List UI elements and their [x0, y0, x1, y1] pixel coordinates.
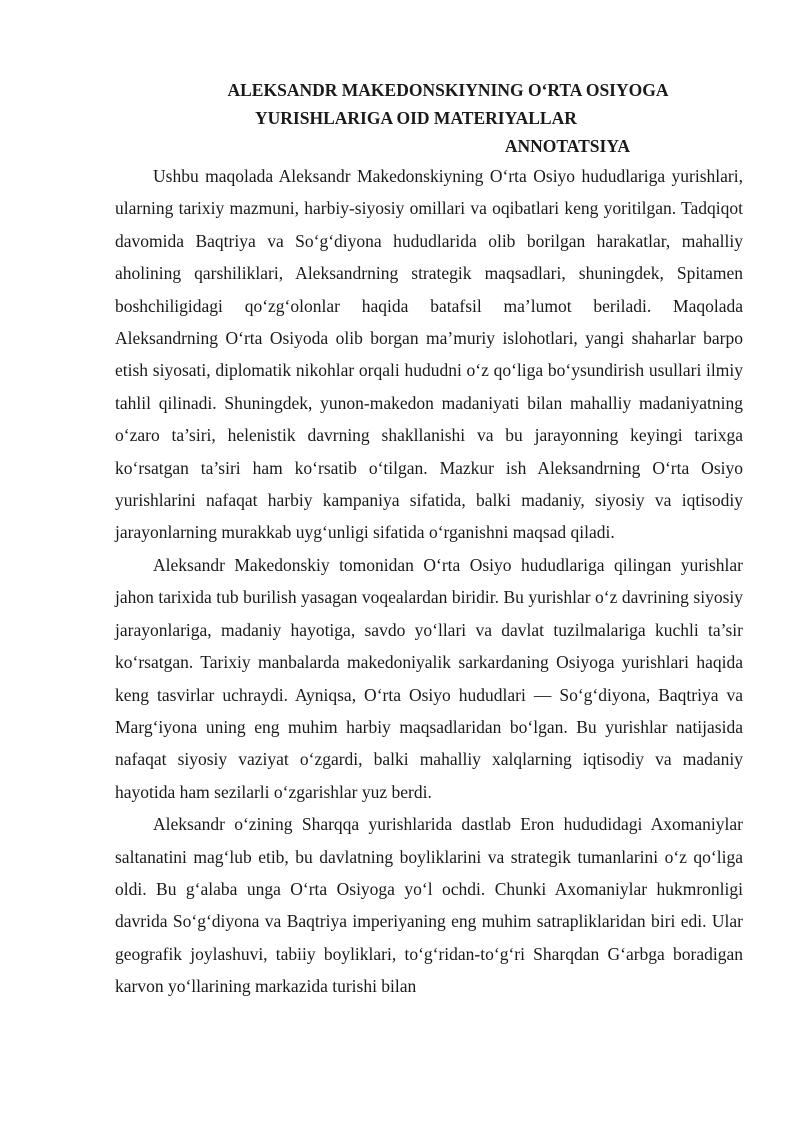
document-page — [115, 76, 743, 1003]
document-title-line-1: ALEKSANDR MAKEDONSKIYNING O‘RTA OSIYOGA — [227, 80, 669, 100]
section-heading-annotation: ANNOTATSIYA — [504, 136, 630, 156]
paragraph-persian-campaign: Aleksandr o‘zining Sharqqa yurishlarida dastlab Eron hududidagi Axomaniylar saltanatini mag‘lub etib, bu davlatning boyliklarini va strategik tumanlarini o‘z qo‘liga oldi. Bu g‘alaba unga O‘rta Osiyoga yo‘l ochdi. Chunki Axomaniylar hukmronligi davrida So‘g‘diyona va Baqtriya imperiyaning eng muhim satrapliklaridan biri edi. Ular geografik joylashuvi, tabiiy boyliklari, to‘g‘ridan-to‘g‘ri Sharqdan G‘arbga boradigan karvon yo‘llarining markazida turishi bilan — [115, 814, 743, 997]
paragraph-annotation: Ushbu maqolada Aleksandr Makedonskiyning O‘rta Osiyo hududlariga yurishlari, ularning tarixiy mazmuni, harbiy-siyosiy omillari va oqibatlari keng yoritilgan. Tadqiqot davomida Baqtriya va So‘g‘diyona hududlarida olib borilgan harakatlar, mahalliy aholining qarshiliklari, Aleksandrning strategik maqsadlari, shuningdek, Spitamen boshchiligidagi qo‘zg‘olonlar haqida batafsil ma’lumot beriladi. Maqolada Aleksandrning O‘rta Osiyoda olib borgan ma’muriy islohotlari, yangi shaharlar barpo etish siyosati, diplomatik nikohlar orqali hududni o‘z qo‘liga bo‘ysundirish usullari ilmiy tahlil qilinadi. Shuningdek, yunon-makedon madaniyati bilan mahalliy madaniyatning o‘zaro ta’siri, helenistik davrning shakllanishi va bu jarayonning keyingi tarixga ko‘rsatgan ta’siri ham ko‘rsatib o‘tilgan. Mazkur ish Aleksandrning O‘rta Osiyo yurishlarini nafaqat harbiy kampaniya sifatida, balki madaniy, siyosiy va iqtisodiy jarayonlarning murakkab uyg‘unligi sifatida o‘rganishni maqsad qiladi. — [115, 166, 743, 543]
paragraph-intro: Aleksandr Makedonskiy tomonidan O‘rta Osiyo hududlariga qilingan yurishlar jahon tarixida tub burilish yasagan voqealardan biridir. Bu yurishlar o‘z davrining siyosiy jarayonlariga, madaniy hayotiga, savdo yo‘llari va davlat tuzilmalariga kuchli ta’sir ko‘rsatgan. Tarixiy manbalarda makedoniyalik sarkardaning Osiyoga yurishlari haqida keng tasvirlar uchraydi. Ayniqsa, O‘rta Osiyo hududlari — So‘g‘diyona, Baqtriya va Marg‘iyona uning eng muhim harbiy maqsadlaridan bo‘lgan. Bu yurishlar natijasida nafaqat siyosiy vaziyat o‘zgardi, balki mahalliy xalqlarning iqtisodiy va madaniy hayotida ham sezilarli o‘zgarishlar yuz berdi. — [115, 554, 743, 802]
document-title-line-2: YURISHLARIGA OID MATERIYALLAR — [255, 108, 577, 128]
